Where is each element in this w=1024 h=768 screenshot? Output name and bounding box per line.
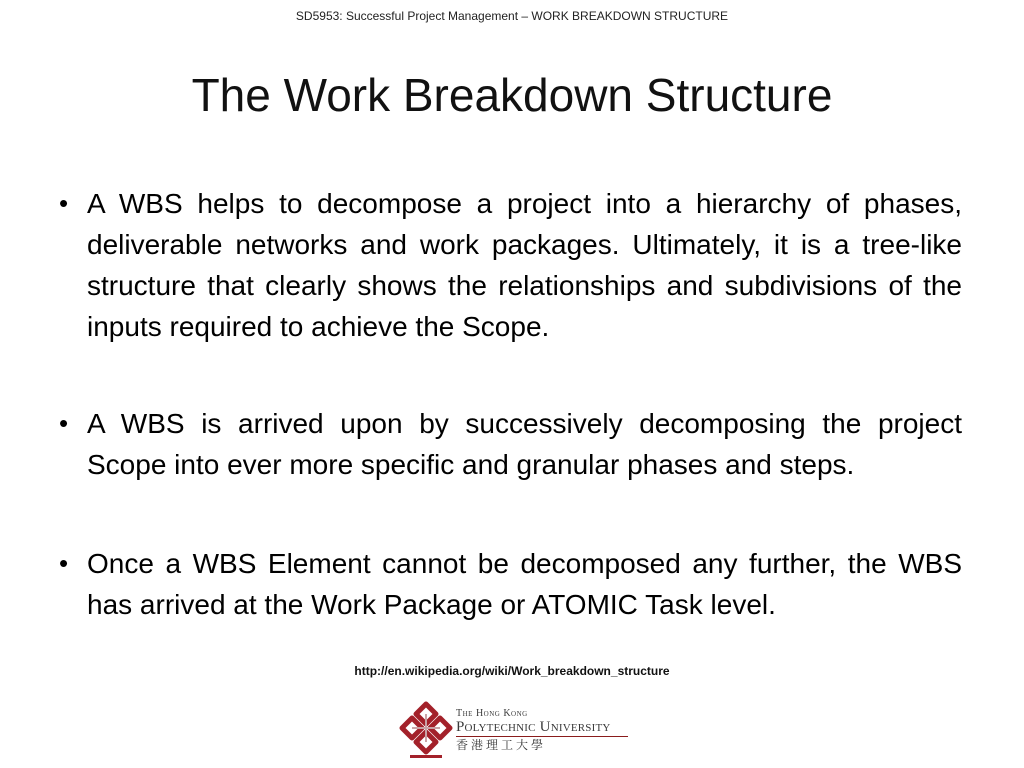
slide-title: The Work Breakdown Structure [191,69,833,121]
logo-wordmark [456,708,630,752]
source-link[interactable]: http://en.wikipedia.org/wiki/Work_breakdown_structure [354,664,670,678]
university-logo [398,700,630,762]
bullet-item: • Once a WBS Element cannot be decomposed any further, the WBS has arrived at the Work Package or ATOMIC Task level. [58,543,962,625]
bullet-item: • A WBS is arrived upon by successively decomposing the project Scope into ever more specific and granular phases and steps. [58,403,962,485]
logo-line-1: The Hong Kong [456,708,528,719]
logo-line-3: 香港理工大學 [456,738,547,752]
logo-line-2: Polytechnic University [456,719,611,735]
course-header: SD5953: Successful Project Management – WORK BREAKDOWN STRUCTURE [295,9,729,23]
bullet-item: • A WBS helps to decompose a project into a hierarchy of phases, deliverable networks and work packages. Ultimately, it is a tree-like structure that clearly shows the relationships and subdivisions of the inputs required to achieve the Scope. [58,183,962,347]
bullet-list [58,183,962,681]
polyu-emblem-icon [398,700,454,762]
logo-divider [456,736,628,737]
